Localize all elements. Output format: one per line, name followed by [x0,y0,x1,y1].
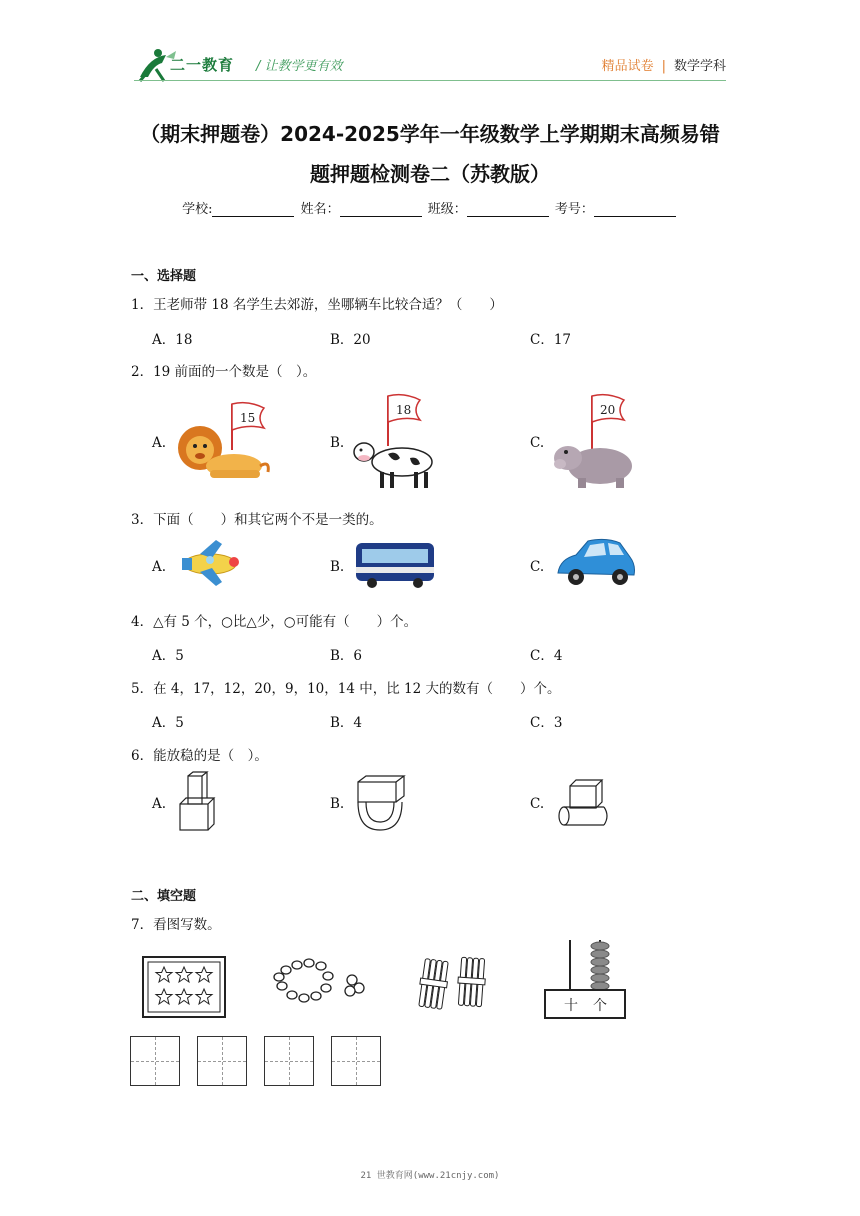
q2-option-c[interactable]: C. [530,435,545,451]
question-1: 1．王老师带 18 名学生去郊游，坐哪辆车比较合适？（ ） [131,297,503,313]
page-footer: 21 世教育网(www.21cnjy.com) [360,1171,500,1181]
q6-option-a[interactable]: A. [152,796,167,812]
number-blank[interactable] [594,204,676,217]
header-right [602,55,726,74]
cube-on-hemisphere-icon [352,772,410,832]
bus-icon [354,539,436,589]
question-4: 4．△有 5 个，○比△少，○可能有（ ）个。 [131,614,418,630]
q4-option-b[interactable]: B．6 [330,648,363,664]
q6-option-b[interactable]: B. [330,796,345,812]
question-2: 2．19 前面的一个数是（ ）。 [131,364,317,380]
q2-option-a[interactable]: A. [152,435,167,451]
header-label-subject: 数学学科 [673,59,726,74]
stick-bundles-picture [414,954,498,1012]
abacus-picture [542,938,628,1020]
stacked-cuboid-icon [176,770,218,834]
school-blank[interactable] [212,204,294,217]
flag-18: 18 [396,403,412,417]
abacus-ones-label: 个 [593,998,607,1014]
q1-option-b[interactable]: B．20 [330,332,371,348]
number-label: 考号： [554,202,594,217]
header-divider [134,80,726,81]
question-7: 7．看图写数。 [131,917,221,933]
flag-20: 20 [600,403,616,417]
header-separator: | [661,59,666,74]
question-5: 5．在 4，17，12，20，9，10，14 中，比 12 大的数有（ ）个。 [131,681,561,697]
student-info [0,198,860,217]
q3-option-b[interactable]: B. [330,559,345,575]
lion-icon [174,400,274,484]
q5-option-b[interactable]: B．4 [330,715,363,731]
q4-option-c[interactable]: C．4 [530,648,563,664]
school-label: 学校: [182,202,213,217]
answer-box-3[interactable] [264,1036,314,1086]
page-title-line1: （期末押题卷）2024-2025学年一年级数学上学期期末高频易错 [140,122,720,146]
beads-picture [272,958,376,1008]
question-6: 6．能放稳的是（ ）。 [131,748,268,764]
cube-on-cylinder-icon [556,776,612,828]
answer-box-4[interactable] [331,1036,381,1086]
abacus-tens-label: 十 [564,998,578,1014]
q2-option-b[interactable]: B. [330,435,345,451]
class-blank[interactable] [467,204,549,217]
q6-option-c[interactable]: C. [530,796,545,812]
name-label: 姓名： [300,202,340,217]
q3-option-a[interactable]: A. [152,559,167,575]
star-icon [156,967,172,982]
logo-text: 二一教育 [170,56,235,74]
section-fill: 二、填空题 [131,889,197,904]
car-icon [554,535,638,591]
q5-option-c[interactable]: C．3 [530,715,563,731]
question-3: 3．下面（ ）和其它两个不是一类的。 [131,512,383,528]
q3-option-c[interactable]: C. [530,559,545,575]
q1-option-c[interactable]: C．17 [530,332,572,348]
airplane-icon [176,538,242,588]
name-blank[interactable] [340,204,422,217]
section-choice: 一、选择题 [131,269,197,284]
hippo-icon [552,392,636,492]
header-label-premium: 精品试卷 [601,59,654,74]
page-header [0,0,860,100]
stars-picture [142,956,226,1018]
q1-option-a[interactable]: A．18 [152,332,193,348]
q4-option-a[interactable]: A．5 [152,648,184,664]
q5-option-a[interactable]: A．5 [152,715,184,731]
flag-15: 15 [240,411,256,425]
slogan: / 让教学更有效 [256,59,343,74]
class-label: 班级： [427,202,467,217]
page-title-line2: 题押题检测卷二（苏教版） [310,162,550,186]
answer-box-1[interactable] [130,1036,180,1086]
cow-icon [352,392,438,492]
answer-box-2[interactable] [197,1036,247,1086]
